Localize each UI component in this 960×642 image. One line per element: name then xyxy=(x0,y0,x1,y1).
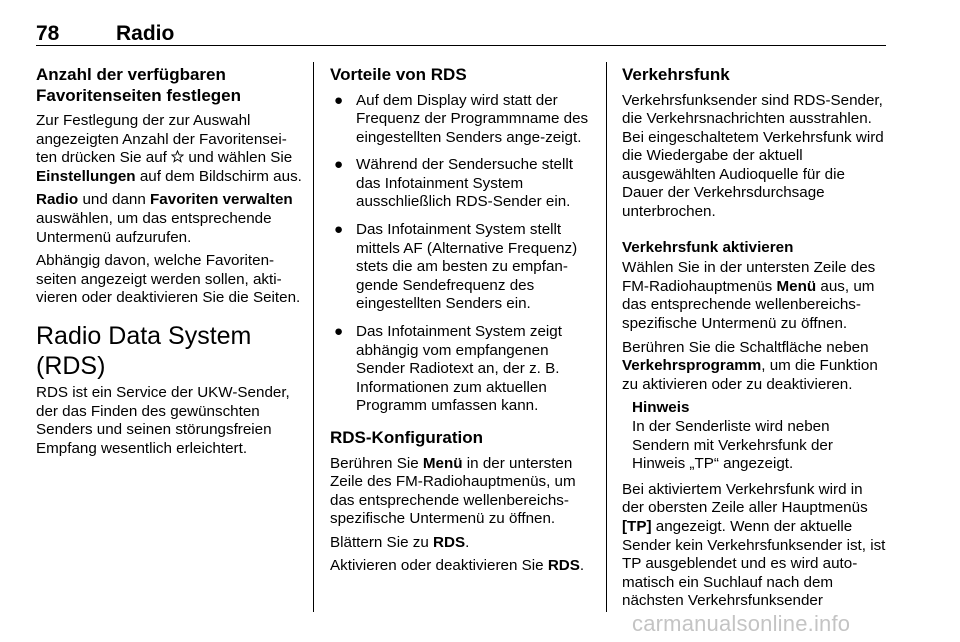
paragraph: Zur Festlegung der zur Auswahl angezeigten Anzahl der Favoritensei-ten drücken Sie auf und wählen Sie Einstellungen auf dem Bildschirm aus. xyxy=(36,112,302,185)
page-number: 78 xyxy=(36,22,60,45)
paragraph: Verkehrsfunksender sind RDS-Sender, die Verkehrsnachrichten ausstrahlen. Bei eingeschaltetem Verkehrsfunk wird die Wiedergabe der aktuell ausgewählten Audioquelle für die Dauer der Verkehrsdurchsage unterbrochen. xyxy=(622,91,884,221)
column-left xyxy=(36,65,304,463)
bullet-icon: ● xyxy=(334,91,344,109)
column-right xyxy=(622,65,888,616)
list-item: ● Das Infotainment System stellt mittels AF (Alternative Frequenz) stets die am besten zu empfan-gende Sendefrequenz des eingestellten Senders ein. xyxy=(334,221,578,313)
paragraph: Radio und dann Favoriten verwalten auswählen, um das entsprechende Untermenü aufzurufen. xyxy=(36,191,293,246)
heading-rds-advantages: Vorteile von RDS xyxy=(330,65,467,84)
paragraph: Berühren Sie die Schaltfläche neben Verkehrsprogramm, um die Funktion zu aktivieren oder zu deaktivieren. xyxy=(622,338,878,393)
column-middle xyxy=(330,65,592,581)
paragraph: Blättern Sie zu RDS. xyxy=(330,533,470,551)
heading-rds-config: RDS-Konfiguration xyxy=(330,428,483,447)
column-divider xyxy=(606,62,607,612)
favorites-star-icon xyxy=(171,150,184,163)
page-header xyxy=(36,8,886,48)
heading-traffic: Verkehrsfunk xyxy=(622,65,730,84)
watermark: carmanualsonline.info xyxy=(632,611,851,636)
paragraph: Wählen Sie in der untersten Zeile des FM-Radiohauptmenüs Menü aus, um das entsprechende wellenbereichs-spezifische Untermenü zu öffnen. xyxy=(622,259,876,333)
note-title: Hinweis xyxy=(632,399,690,417)
note-text: In der Senderliste wird neben Sendern mit Verkehrsfunk der Hinweis „TP“ angezeigt. xyxy=(632,418,833,473)
list-item: ● Das Infotainment System zeigt abhängig vom empfangenen Sender Radiotext an, der z. B. Informationen zum aktuellen Programm umfassen kann. xyxy=(334,323,562,415)
bullet-icon: ● xyxy=(334,221,344,239)
paragraph: Aktivieren oder deaktivieren Sie RDS. xyxy=(330,557,585,575)
bullet-icon: ● xyxy=(334,323,344,341)
heading-favorite-pages: Anzahl der verfügbaren Favoritenseiten festlegen xyxy=(36,65,242,105)
heading-traffic-activate: Verkehrsfunk aktivieren xyxy=(622,238,794,256)
paragraph: Abhängig davon, welche Favoriten-seiten angezeigt werden sollen, akti-vieren oder deaktivieren Sie die Seiten. xyxy=(36,252,301,307)
list-item: ● Während der Sendersuche stellt das Infotainment System ausschließlich RDS-Sender ein. xyxy=(334,156,573,211)
paragraph: Bei aktiviertem Verkehrsfunk wird in der obersten Zeile aller Hauptmenüs [TP] angezeigt. Wenn der aktuelle Sender kein Verkehrsfunksender ist, ist TP ausgeblendet und es wird auto-matisch ein Suchlauf nach dem nächsten Verkehrsfunksender xyxy=(622,480,886,610)
bullet-icon: ● xyxy=(334,156,344,174)
heading-rds: Radio Data System (RDS) xyxy=(36,321,252,380)
paragraph: Berühren Sie Menü in der untersten Zeile des FM-Radiohauptmenüs, um das entsprechende wellenbereichs-spezifische Untermenü zu öffnen. xyxy=(330,454,576,528)
list-item: ● Auf dem Display wird statt der Frequenz der Programmname des eingestellten Senders ange-zeigt. xyxy=(334,91,589,146)
header-rule xyxy=(36,45,886,46)
column-divider xyxy=(313,62,314,612)
advantages-list xyxy=(330,92,592,417)
paragraph: RDS ist ein Service der UKW-Sender, der das Finden des gewünschten Senders und seinen störungsfreien Empfang wesentlich erleichtert. xyxy=(36,383,290,457)
note-box xyxy=(622,399,888,473)
section-title: Radio xyxy=(116,22,175,45)
